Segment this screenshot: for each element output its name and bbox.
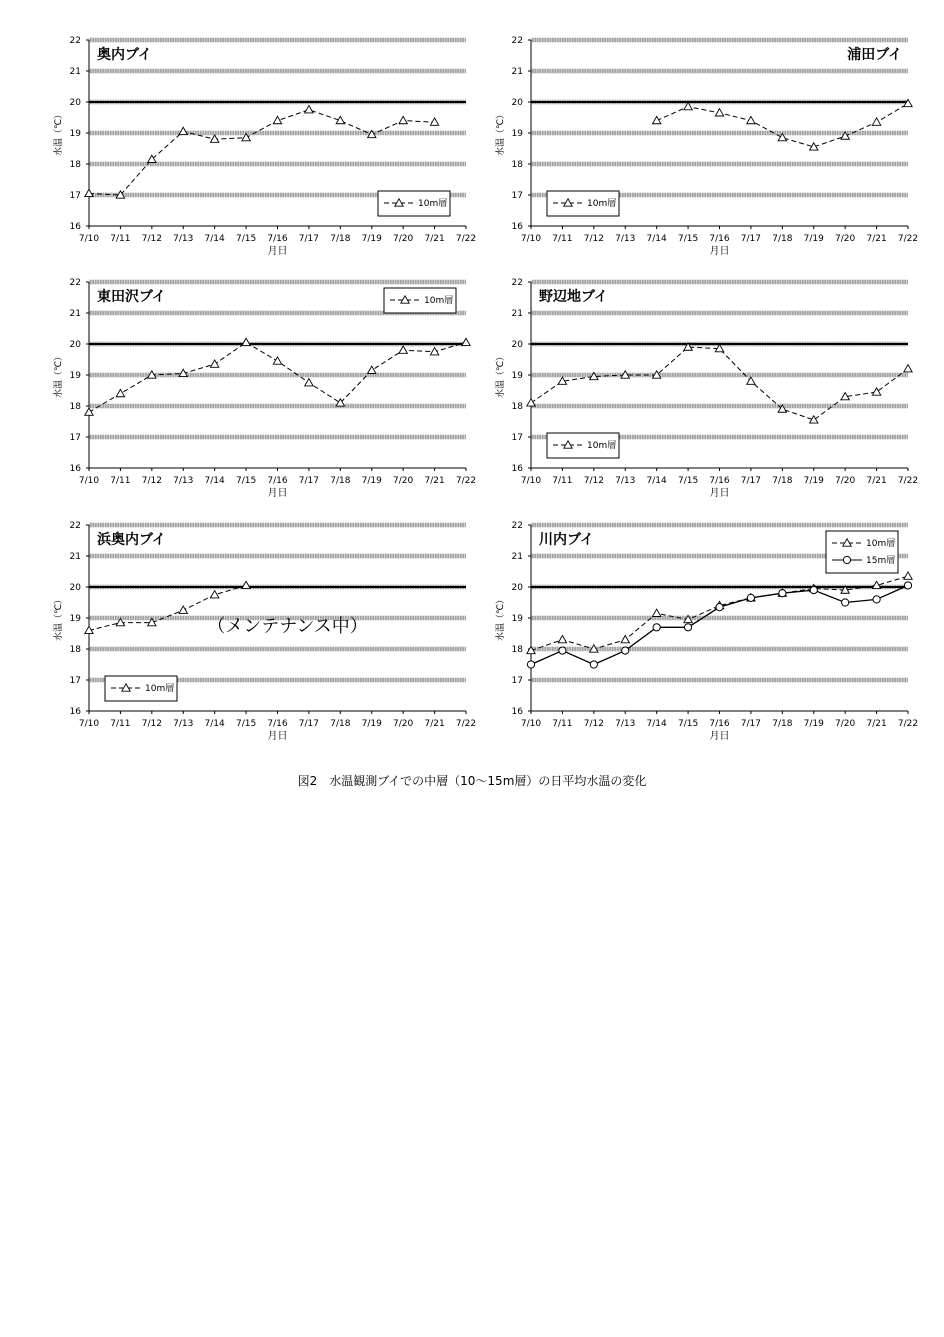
y-tick-label: 16 <box>511 222 523 232</box>
y-tick-label: 17 <box>69 191 81 201</box>
x-tick-label: 7/20 <box>835 234 856 244</box>
chart-noheji <box>482 272 922 502</box>
x-tick-label: 7/19 <box>361 234 382 244</box>
x-tick-label: 7/19 <box>803 719 824 729</box>
x-tick-label: 7/18 <box>330 476 351 486</box>
gridlines <box>531 282 908 437</box>
y-tick-label: 17 <box>69 433 81 443</box>
data-point <box>779 590 786 597</box>
series-0 <box>527 572 912 654</box>
data-point <box>558 636 566 643</box>
y-tick-label: 16 <box>511 464 523 474</box>
figure-caption: 図2 水温観測ブイでの中層（10〜15m層）の日平均水温の変化 <box>297 774 647 788</box>
legend <box>378 191 450 216</box>
legend <box>547 191 619 216</box>
x-tick-label: 7/14 <box>204 476 225 486</box>
x-tick-label: 7/19 <box>803 234 824 244</box>
y-tick-label: 21 <box>69 67 81 77</box>
x-tick-label: 7/17 <box>740 719 762 729</box>
chart-title: 東田沢ブイ <box>97 289 166 305</box>
series-0 <box>527 343 912 423</box>
x-tick-label: 7/10 <box>520 719 542 729</box>
x-tick-label: 7/20 <box>393 719 414 729</box>
x-tick-label: 7/21 <box>866 719 887 729</box>
legend-label: 10m層 <box>424 296 454 306</box>
x-tick-label: 7/11 <box>110 234 131 244</box>
chart-title: 奥内ブイ <box>97 47 152 63</box>
legend-marker <box>843 556 850 563</box>
x-tick-label: 7/18 <box>772 234 793 244</box>
x-tick-label: 7/21 <box>866 234 887 244</box>
x-tick-label: 7/19 <box>361 476 382 486</box>
data-point <box>559 647 566 654</box>
data-point <box>590 661 597 668</box>
x-tick-label: 7/22 <box>455 476 477 486</box>
chart-title: 浜奥内ブイ <box>97 532 166 548</box>
chart-okunai <box>40 30 480 260</box>
legend-label: 10m層 <box>587 441 617 451</box>
y-tick-label: 17 <box>511 191 523 201</box>
legend-label: 15m層 <box>866 556 896 566</box>
y-tick-label: 16 <box>69 707 81 717</box>
x-tick-label: 7/12 <box>141 234 162 244</box>
y-tick-label: 17 <box>69 676 81 686</box>
data-point <box>904 365 912 372</box>
data-point <box>527 661 534 668</box>
x-tick-label: 7/15 <box>235 719 257 729</box>
x-tick-label: 7/11 <box>552 719 573 729</box>
y-tick-label: 20 <box>69 98 81 108</box>
x-tick-label: 7/16 <box>267 234 288 244</box>
y-tick-label: 20 <box>69 340 81 350</box>
y-tick-label: 18 <box>511 402 523 412</box>
y-tick-label: 18 <box>511 160 523 170</box>
data-point <box>652 116 660 123</box>
series-0 <box>85 106 439 199</box>
legend <box>547 433 619 458</box>
y-tick-label: 21 <box>69 552 81 562</box>
chart-svg <box>482 272 922 502</box>
x-tick-label: 7/22 <box>897 476 919 486</box>
data-point <box>622 647 629 654</box>
chart-title: 野辺地ブイ <box>539 289 608 305</box>
y-tick-label: 17 <box>511 676 523 686</box>
y-axis-title: 水温（℃） <box>496 351 506 399</box>
legend-label: 10m層 <box>587 199 617 209</box>
y-tick-label: 22 <box>69 36 81 46</box>
x-tick-label: 7/22 <box>455 719 477 729</box>
legend-label: 10m層 <box>145 684 175 694</box>
chart-title: 川内ブイ <box>539 532 594 548</box>
x-tick-label: 7/10 <box>520 476 542 486</box>
y-tick-label: 20 <box>511 340 523 350</box>
x-tick-label: 7/14 <box>646 234 667 244</box>
y-tick-label: 22 <box>69 521 81 531</box>
x-tick-label: 7/12 <box>583 719 604 729</box>
y-tick-label: 21 <box>511 552 523 562</box>
data-point <box>747 116 755 123</box>
y-tick-label: 20 <box>511 583 523 593</box>
x-tick-label: 7/12 <box>141 476 162 486</box>
y-tick-label: 18 <box>511 645 523 655</box>
y-tick-label: 21 <box>511 309 523 319</box>
legend <box>384 288 456 313</box>
data-point <box>179 606 187 613</box>
chart-urata <box>482 30 922 260</box>
x-tick-label: 7/17 <box>740 234 762 244</box>
y-tick-label: 22 <box>69 278 81 288</box>
x-tick-label: 7/15 <box>235 476 257 486</box>
legend <box>105 676 177 701</box>
y-tick-label: 18 <box>69 402 81 412</box>
x-tick-label: 7/20 <box>393 234 414 244</box>
y-tick-label: 22 <box>511 278 523 288</box>
x-tick-label: 7/21 <box>424 476 445 486</box>
gridlines <box>531 40 908 195</box>
data-point <box>527 399 535 406</box>
x-axis-title: 月日 <box>709 488 730 499</box>
y-tick-label: 19 <box>511 614 523 624</box>
chart-higashitazawa <box>40 272 480 502</box>
x-tick-label: 7/13 <box>615 719 636 729</box>
chart-title: 浦田ブイ <box>847 47 902 63</box>
x-tick-label: 7/21 <box>866 476 887 486</box>
series-line <box>89 110 435 195</box>
x-tick-label: 7/15 <box>677 476 699 486</box>
chart-svg <box>482 30 922 260</box>
y-tick-label: 16 <box>511 707 523 717</box>
data-point <box>842 599 849 606</box>
data-point <box>368 366 376 373</box>
x-axis-title: 月日 <box>267 488 288 499</box>
x-axis-title: 月日 <box>267 246 288 257</box>
maintenance-annotation: （メンテナンス中） <box>207 615 368 637</box>
data-point <box>273 357 281 364</box>
data-point <box>305 106 313 113</box>
x-tick-label: 7/13 <box>173 719 194 729</box>
data-point <box>116 389 124 396</box>
series-1 <box>527 582 911 668</box>
chart-kawauchi <box>482 515 922 745</box>
x-tick-label: 7/13 <box>173 234 194 244</box>
x-tick-label: 7/16 <box>709 234 730 244</box>
y-axis-title: 水温（℃） <box>54 109 64 157</box>
y-tick-label: 20 <box>511 98 523 108</box>
x-tick-label: 7/11 <box>110 719 131 729</box>
x-tick-label: 7/11 <box>552 234 573 244</box>
y-tick-label: 19 <box>69 614 81 624</box>
series-line <box>89 342 466 412</box>
x-tick-label: 7/22 <box>897 234 919 244</box>
series-line <box>531 347 908 420</box>
series-0 <box>652 99 912 150</box>
y-axis-title: 水温（℃） <box>496 594 506 642</box>
data-point <box>399 116 407 123</box>
x-tick-label: 7/12 <box>583 234 604 244</box>
x-tick-label: 7/10 <box>78 719 100 729</box>
x-tick-label: 7/16 <box>267 719 288 729</box>
data-point <box>810 587 817 594</box>
x-tick-label: 7/14 <box>204 719 225 729</box>
y-tick-label: 18 <box>69 160 81 170</box>
data-point <box>305 379 313 386</box>
x-axis-title: 月日 <box>267 731 288 742</box>
x-tick-label: 7/21 <box>424 234 445 244</box>
data-point <box>399 346 407 353</box>
data-point <box>210 360 218 367</box>
x-tick-label: 7/15 <box>235 234 257 244</box>
y-tick-label: 19 <box>511 371 523 381</box>
x-tick-label: 7/20 <box>835 719 856 729</box>
data-point <box>872 388 880 395</box>
y-tick-label: 16 <box>69 464 81 474</box>
x-tick-label: 7/15 <box>677 719 699 729</box>
y-tick-label: 19 <box>69 129 81 139</box>
x-tick-label: 7/18 <box>772 476 793 486</box>
chart-svg <box>482 515 922 745</box>
legend <box>826 531 898 573</box>
x-tick-label: 7/15 <box>677 234 699 244</box>
gridlines <box>89 525 466 680</box>
x-tick-label: 7/17 <box>298 476 320 486</box>
legend-label: 10m層 <box>418 199 448 209</box>
data-point <box>872 118 880 125</box>
x-tick-label: 7/22 <box>455 234 477 244</box>
data-point <box>273 116 281 123</box>
legend-label: 10m層 <box>866 539 896 549</box>
x-tick-label: 7/19 <box>803 476 824 486</box>
y-tick-label: 17 <box>511 433 523 443</box>
x-tick-label: 7/17 <box>298 719 320 729</box>
x-tick-label: 7/19 <box>361 719 382 729</box>
data-point <box>210 591 218 598</box>
x-tick-label: 7/16 <box>267 476 288 486</box>
chart-hamaokunai <box>40 515 480 745</box>
y-tick-label: 21 <box>69 309 81 319</box>
y-tick-label: 22 <box>511 521 523 531</box>
data-point <box>747 594 754 601</box>
x-tick-label: 7/17 <box>740 476 762 486</box>
y-axis-title: 水温（℃） <box>54 351 64 399</box>
x-tick-label: 7/11 <box>552 476 573 486</box>
data-point <box>904 582 911 589</box>
data-point <box>715 109 723 116</box>
x-tick-label: 7/18 <box>330 719 351 729</box>
series-line <box>531 585 908 664</box>
x-tick-label: 7/10 <box>78 476 100 486</box>
data-point <box>716 604 723 611</box>
data-point <box>873 596 880 603</box>
chart-svg <box>40 30 480 260</box>
data-point <box>85 408 93 415</box>
x-tick-label: 7/13 <box>173 476 194 486</box>
y-tick-label: 18 <box>69 645 81 655</box>
x-tick-label: 7/21 <box>424 719 445 729</box>
y-tick-label: 20 <box>69 583 81 593</box>
chart-svg <box>40 272 480 502</box>
y-tick-label: 16 <box>69 222 81 232</box>
y-tick-label: 21 <box>511 67 523 77</box>
x-tick-label: 7/17 <box>298 234 320 244</box>
chart-svg <box>40 515 480 745</box>
data-point <box>653 624 660 631</box>
x-tick-label: 7/12 <box>583 476 604 486</box>
x-tick-label: 7/13 <box>615 476 636 486</box>
data-point <box>621 636 629 643</box>
data-point <box>904 572 912 579</box>
x-axis-title: 月日 <box>709 731 730 742</box>
x-tick-label: 7/14 <box>646 476 667 486</box>
x-tick-label: 7/12 <box>141 719 162 729</box>
y-tick-label: 19 <box>511 129 523 139</box>
data-point <box>684 624 691 631</box>
x-tick-label: 7/20 <box>393 476 414 486</box>
data-point <box>747 377 755 384</box>
x-tick-label: 7/10 <box>520 234 542 244</box>
x-tick-label: 7/10 <box>78 234 100 244</box>
x-tick-label: 7/16 <box>709 719 730 729</box>
x-tick-label: 7/11 <box>110 476 131 486</box>
data-point <box>652 609 660 616</box>
y-tick-label: 19 <box>69 371 81 381</box>
y-axis-title: 水温（℃） <box>496 109 506 157</box>
x-tick-label: 7/14 <box>204 234 225 244</box>
x-tick-label: 7/18 <box>772 719 793 729</box>
x-tick-label: 7/20 <box>835 476 856 486</box>
x-tick-label: 7/22 <box>897 719 919 729</box>
x-tick-label: 7/13 <box>615 234 636 244</box>
x-axis-title: 月日 <box>709 246 730 257</box>
y-axis-title: 水温（℃） <box>54 594 64 642</box>
x-tick-label: 7/18 <box>330 234 351 244</box>
y-tick-label: 22 <box>511 36 523 46</box>
x-tick-label: 7/14 <box>646 719 667 729</box>
legend-box <box>826 531 898 573</box>
x-tick-label: 7/16 <box>709 476 730 486</box>
